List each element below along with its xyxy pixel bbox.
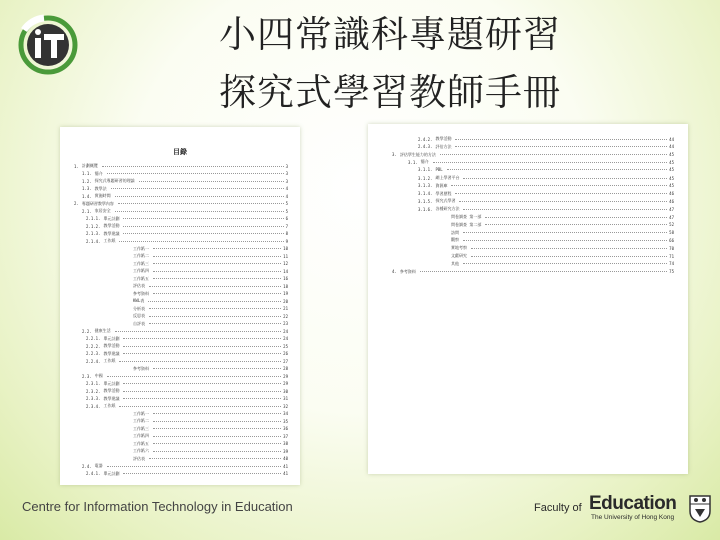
toc-leader-dots bbox=[153, 413, 281, 414]
toc-leader-dots bbox=[463, 232, 667, 233]
toc-entry-text: 分析表 bbox=[133, 305, 145, 311]
toc-row bbox=[82, 171, 288, 177]
toc-entry-text: 工作紙 bbox=[103, 358, 116, 363]
toc-entry-text: KWL表 bbox=[133, 298, 145, 303]
toc-page-number: 41 bbox=[283, 471, 288, 476]
toc-row bbox=[86, 388, 288, 394]
toc-row bbox=[74, 163, 288, 169]
toc-entry-text: PBL bbox=[435, 167, 443, 173]
toc-leader-dots bbox=[440, 154, 667, 155]
toc-row bbox=[130, 456, 288, 462]
toc-page-number: 4 bbox=[285, 193, 288, 199]
toc-entry-text: 評估表 bbox=[133, 455, 145, 461]
toc-row bbox=[418, 206, 674, 212]
toc-page-number: 74 bbox=[669, 261, 674, 267]
toc-entry-number: 2.3.2. bbox=[86, 388, 101, 394]
toc-entry-text: 各種研究方法 bbox=[435, 206, 460, 212]
toc-page-number: 12 bbox=[283, 261, 288, 266]
toc-row bbox=[408, 159, 674, 165]
toc-page-number: 31 bbox=[283, 396, 288, 401]
toc-row bbox=[130, 448, 288, 454]
toc-row bbox=[392, 269, 674, 275]
toc-row bbox=[130, 298, 288, 304]
toc-row bbox=[130, 411, 288, 417]
toc-entry-number: 2.1.4. bbox=[86, 238, 101, 244]
toc-leader-dots bbox=[148, 301, 281, 302]
toc-row bbox=[74, 201, 288, 207]
toc-row bbox=[86, 223, 288, 229]
toc-leader-dots bbox=[485, 217, 667, 218]
toc-entry-text: 評估方法 bbox=[435, 143, 452, 149]
toc-leader-dots bbox=[107, 173, 284, 174]
toc-page-number: 44 bbox=[669, 144, 674, 150]
toc-page-number: 25 bbox=[283, 343, 288, 349]
toc-row bbox=[130, 276, 288, 282]
toc-leader-dots bbox=[123, 226, 283, 227]
toc-entry-number: 2.4. bbox=[82, 463, 92, 469]
toc-entry-number: 2.4.3. bbox=[418, 144, 433, 150]
toc-entry-text: 工作紙六 bbox=[133, 448, 149, 453]
toc-leader-dots bbox=[107, 376, 282, 377]
toc-leader-dots bbox=[149, 308, 281, 309]
toc-row bbox=[130, 261, 288, 267]
toc-entry-text: 工作紙四 bbox=[133, 268, 149, 273]
toc-entry-number: 3.1.2. bbox=[418, 175, 433, 181]
toc-entry-number: 2.1.1. bbox=[86, 216, 101, 221]
toc-row bbox=[418, 198, 674, 204]
toc-entry-number: 2.3. bbox=[82, 373, 92, 379]
toc-entry-text: 計劃概覽 bbox=[81, 163, 98, 168]
toc-row bbox=[82, 373, 288, 379]
toc-page-number: 11 bbox=[283, 253, 288, 259]
toc-page-number: 47 bbox=[669, 214, 674, 220]
toc-leader-dots bbox=[471, 256, 667, 257]
toc-page-number: 6 bbox=[285, 216, 288, 221]
toc-leader-dots bbox=[119, 361, 281, 362]
toc-entry-text: 簡介 bbox=[94, 170, 103, 176]
toc-entry-number: 2.3.4. bbox=[86, 403, 101, 409]
toc-entry-text: 工作紙五 bbox=[133, 440, 149, 446]
toc-entry-text: 家居安全 bbox=[94, 208, 111, 213]
toc-entry-text: 探究式專題研習的理論 bbox=[94, 178, 135, 183]
education-text: Education bbox=[589, 493, 677, 514]
toc-leader-dots bbox=[433, 162, 668, 163]
toc-leader-dots bbox=[123, 338, 281, 339]
toc-leader-dots bbox=[459, 201, 667, 202]
toc-entry-text: 觀察 bbox=[451, 237, 459, 243]
toc-row bbox=[448, 245, 674, 251]
toc-entry-number: 1.3. bbox=[82, 186, 92, 191]
toc-leader-dots bbox=[463, 263, 667, 264]
toc-row bbox=[86, 358, 288, 364]
toc-row bbox=[86, 216, 288, 222]
toc-page-number: 28 bbox=[283, 366, 288, 371]
toc-entry-number: 2.1. bbox=[82, 208, 92, 214]
toc-entry-text: 專題研習教學內容 bbox=[81, 200, 114, 206]
toc-row bbox=[86, 351, 288, 357]
toc-page-number: 32 bbox=[283, 403, 288, 409]
toc-row bbox=[448, 214, 674, 220]
toc-page-number: 30 bbox=[283, 388, 288, 394]
toc-page-right bbox=[368, 124, 688, 474]
toc-leader-dots bbox=[153, 278, 281, 279]
toc-entry-number: 2.4.1. bbox=[86, 471, 101, 476]
toc-entry-text: 工作紙一 bbox=[133, 410, 149, 416]
toc-row bbox=[418, 167, 674, 172]
toc-entry-number: 1.4. bbox=[82, 193, 92, 199]
toc-page-number: 44 bbox=[669, 136, 674, 142]
toc-leader-dots bbox=[149, 286, 281, 287]
toc-page-number: 18 bbox=[283, 283, 288, 289]
toc-row bbox=[82, 193, 288, 199]
toc-leader-dots bbox=[455, 139, 667, 140]
toc-entry-number: 2.2. bbox=[82, 328, 92, 334]
toc-page-number: 45 bbox=[669, 183, 674, 189]
toc-leader-dots bbox=[119, 406, 281, 407]
toc-entry-text: 單元計劃 bbox=[103, 215, 120, 221]
toc-leader-dots bbox=[447, 169, 667, 170]
toc-row bbox=[86, 343, 288, 349]
toc-page-number: 29 bbox=[283, 373, 288, 379]
toc-entry-text: 工作紙二 bbox=[133, 253, 149, 258]
toc-row bbox=[82, 178, 288, 184]
toc-row bbox=[86, 403, 288, 409]
title-line-1: 小四常識科專題研習 bbox=[219, 13, 561, 56]
toc-row bbox=[86, 238, 288, 244]
toc-leader-dots bbox=[451, 185, 667, 186]
toc-page-number: 46 bbox=[669, 198, 674, 204]
toc-entry-number: 2.2.1. bbox=[86, 336, 101, 341]
toc-leader-dots bbox=[111, 188, 284, 189]
toc-entry-number: 2.2.3. bbox=[86, 351, 101, 356]
toc-row bbox=[448, 253, 674, 259]
toc-row bbox=[86, 336, 288, 342]
toc-leader-dots bbox=[149, 458, 281, 459]
toc-leader-dots bbox=[149, 316, 281, 317]
toc-row bbox=[130, 418, 288, 424]
toc-leader-dots bbox=[153, 428, 281, 429]
toc-leader-dots bbox=[153, 421, 281, 422]
toc-leader-dots bbox=[139, 181, 284, 182]
toc-entry-text: 評估學生能力的方法 bbox=[399, 151, 436, 157]
toc-row bbox=[130, 268, 288, 274]
toc-leader-dots bbox=[123, 233, 283, 234]
toc-row bbox=[418, 175, 674, 181]
toc-heading: 目錄 bbox=[173, 148, 187, 156]
toc-leader-dots bbox=[115, 331, 282, 332]
toc-leader-dots bbox=[102, 166, 284, 167]
toc-page-number: 3 bbox=[285, 178, 288, 184]
toc-row bbox=[418, 191, 674, 197]
toc-entry-text: 問卷調查 第二部 bbox=[451, 221, 482, 227]
toc-entry-number: 2.2.4. bbox=[86, 358, 101, 364]
toc-page-number: 19 bbox=[283, 291, 288, 296]
toc-entry-text: 反思表 bbox=[133, 313, 145, 318]
toc-leader-dots bbox=[123, 398, 281, 399]
toc-entry-number: 2.1.3. bbox=[86, 231, 101, 236]
university-text: The University of Hong Kong bbox=[591, 514, 675, 521]
toc-page-number: 71 bbox=[669, 253, 674, 259]
toc-entry-text: 其他 bbox=[451, 260, 459, 266]
toc-leader-dots bbox=[463, 240, 667, 241]
toc-entry-text: 訪問 bbox=[451, 229, 459, 235]
toc-leader-dots bbox=[153, 256, 281, 257]
toc-entry-text: 參考資料 bbox=[133, 290, 149, 296]
toc-leader-dots bbox=[123, 383, 281, 384]
toc-entry-text: 文獻研究 bbox=[451, 253, 467, 258]
toc-leader-dots bbox=[115, 196, 284, 197]
toc-row bbox=[130, 246, 288, 252]
toc-entry-text: 學習歷程 bbox=[435, 190, 452, 196]
toc-entry-text: 工作紙四 bbox=[133, 433, 149, 438]
toc-row bbox=[130, 433, 288, 439]
toc-leader-dots bbox=[455, 146, 667, 147]
toc-entry-text: 教學活動 bbox=[103, 343, 120, 348]
toc-entry-text: 教學建議 bbox=[103, 230, 120, 236]
toc-entry-number: 2.4.2. bbox=[418, 136, 433, 142]
toc-page-number: 36 bbox=[283, 426, 288, 431]
toc-entry-text: 參考資料 bbox=[133, 365, 149, 371]
toc-leader-dots bbox=[420, 271, 667, 272]
toc-row bbox=[86, 381, 288, 387]
toc-entry-text: 工作紙一 bbox=[133, 245, 149, 251]
title-line-2: 探究式學習教師手冊 bbox=[219, 71, 561, 114]
toc-leader-dots bbox=[153, 436, 281, 437]
toc-entry-number: 2.2.2. bbox=[86, 343, 101, 349]
toc-leader-dots bbox=[153, 271, 281, 272]
toc-page-number: 10 bbox=[283, 246, 288, 251]
toc-page-number: 5 bbox=[285, 208, 288, 214]
toc-entry-text: 自評表 bbox=[133, 320, 145, 326]
toc-row bbox=[448, 237, 674, 243]
toc-page-number: 27 bbox=[283, 358, 288, 364]
toc-page-number: 3 bbox=[285, 163, 288, 169]
toc-page-number: 16 bbox=[283, 276, 288, 281]
toc-page-number: 20 bbox=[283, 298, 288, 304]
toc-leader-dots bbox=[153, 443, 281, 444]
toc-entry-number: 1.1. bbox=[82, 171, 92, 176]
toc-entry-text: 評估表 bbox=[133, 283, 145, 288]
toc-leader-dots bbox=[107, 466, 282, 467]
toc-row bbox=[418, 144, 674, 150]
toc-page-number: 45 bbox=[669, 175, 674, 181]
toc-entry-text: 簡介 bbox=[420, 159, 429, 165]
toc-entry-text: 工作紙三 bbox=[133, 425, 149, 431]
toc-entry-text: 工作紙二 bbox=[133, 418, 149, 423]
toc-row bbox=[418, 136, 674, 142]
toc-leader-dots bbox=[463, 178, 667, 179]
toc-row bbox=[82, 208, 288, 214]
toc-entry-text: 工作紙 bbox=[103, 238, 116, 243]
toc-row bbox=[130, 366, 288, 372]
toc-page-number: 46 bbox=[669, 191, 674, 197]
toc-entry-text: 探究式學習 bbox=[435, 198, 456, 204]
toc-leader-dots bbox=[455, 193, 667, 194]
toc-entry-number: 2.3.3. bbox=[86, 396, 101, 401]
toc-page-left bbox=[60, 127, 300, 485]
toc-page-number: 24 bbox=[283, 328, 288, 334]
toc-row bbox=[86, 471, 288, 477]
toc-page-number: 70 bbox=[669, 245, 674, 251]
toc-leader-dots bbox=[153, 451, 281, 452]
toc-row bbox=[448, 230, 674, 236]
toc-entry-text: 教學活動 bbox=[103, 388, 120, 393]
toc-entry-number: 2.1.2. bbox=[86, 223, 101, 229]
toc-row bbox=[86, 231, 288, 237]
toc-leader-dots bbox=[115, 211, 284, 212]
toc-page-number: 8 bbox=[285, 231, 288, 236]
toc-entry-text: 教學法 bbox=[94, 185, 107, 191]
toc-page-number: 7 bbox=[285, 223, 288, 229]
toc-page-number: 75 bbox=[669, 269, 674, 275]
toc-page-number: 14 bbox=[283, 268, 288, 274]
toc-leader-dots bbox=[123, 346, 281, 347]
toc-page-number: 37 bbox=[283, 433, 288, 439]
toc-row bbox=[82, 328, 288, 334]
toc-entry-text: 電器 bbox=[94, 463, 103, 468]
faculty-of-text: Faculty of bbox=[534, 502, 582, 514]
toc-entry-text: 單元計劃 bbox=[103, 380, 120, 386]
toc-row bbox=[448, 261, 674, 267]
toc-entry-number: 2. bbox=[74, 201, 79, 206]
toc-page-number: 9 bbox=[285, 238, 288, 244]
toc-entry-text: 參考資料 bbox=[399, 268, 416, 274]
toc-leader-dots bbox=[153, 293, 281, 294]
toc-page-number: 4 bbox=[285, 186, 288, 191]
toc-leader-dots bbox=[123, 473, 281, 474]
toc-entry-number: 3.1. bbox=[408, 159, 418, 165]
toc-entry-number: 3.1.6. bbox=[418, 206, 433, 212]
toc-entry-text: 單元計劃 bbox=[103, 470, 120, 476]
toc-leader-dots bbox=[153, 368, 281, 369]
toc-page-number: 47 bbox=[669, 206, 674, 212]
toc-entry-text: 工作紙五 bbox=[133, 275, 149, 281]
toc-page-number: 45 bbox=[669, 167, 674, 173]
toc-page-number: 24 bbox=[283, 336, 288, 341]
toc-leader-dots bbox=[119, 241, 283, 242]
toc-row bbox=[130, 306, 288, 312]
toc-leader-dots bbox=[123, 391, 281, 392]
toc-entry-text: 中國 bbox=[94, 373, 103, 378]
toc-page-number: 23 bbox=[283, 321, 288, 326]
toc-page-number: 39 bbox=[283, 448, 288, 454]
toc-entry-number: 3. bbox=[392, 152, 397, 158]
toc-page-number: 22 bbox=[283, 313, 288, 319]
toc-page-number: 45 bbox=[669, 152, 674, 158]
toc-row bbox=[82, 186, 288, 192]
toc-entry-number: 2.3.1. bbox=[86, 381, 101, 386]
toc-entry-text: 工作紙 bbox=[103, 403, 116, 408]
centre-name: Centre for Information Technology in Education bbox=[22, 499, 293, 514]
toc-leader-dots bbox=[471, 248, 667, 249]
toc-entry-number: 3.1.5. bbox=[418, 198, 433, 204]
toc-page-number: 35 bbox=[283, 418, 288, 424]
toc-entry-text: 教學建議 bbox=[103, 350, 120, 356]
toc-row bbox=[392, 152, 674, 158]
toc-entry-number: 1. bbox=[74, 163, 79, 169]
toc-row bbox=[130, 313, 288, 319]
toc-entry-text: 工作紙三 bbox=[133, 260, 149, 266]
toc-page-number: 52 bbox=[669, 222, 674, 228]
toc-leader-dots bbox=[118, 203, 284, 204]
toc-entry-text: 實地考察 bbox=[451, 245, 467, 251]
toc-entry-text: 問卷調查 第一部 bbox=[451, 214, 482, 219]
toc-entry-number: 3.1.1. bbox=[418, 167, 433, 173]
toc-page-number: 34 bbox=[283, 411, 288, 416]
cite-logo bbox=[14, 10, 84, 76]
faculty-logo bbox=[534, 493, 714, 526]
toc-entry-text: 網上學習平台 bbox=[435, 175, 460, 180]
toc-leader-dots bbox=[463, 209, 667, 210]
toc-page-number: 21 bbox=[283, 306, 288, 311]
toc-entry-number: 3.1.3. bbox=[418, 183, 433, 189]
toc-row bbox=[448, 222, 674, 228]
toc-page-number: 58 bbox=[669, 230, 674, 236]
toc-row bbox=[130, 283, 288, 289]
toc-leader-dots bbox=[149, 323, 281, 324]
toc-page-number: 3 bbox=[285, 171, 288, 176]
toc-leader-dots bbox=[123, 218, 283, 219]
toc-entry-text: 教學建議 bbox=[103, 395, 120, 401]
toc-page-number: 26 bbox=[283, 351, 288, 356]
toc-entry-text: 資源庫 bbox=[435, 182, 448, 188]
toc-page-number: 40 bbox=[283, 456, 288, 461]
toc-leader-dots bbox=[485, 224, 667, 225]
toc-entry-number: 3.1.4. bbox=[418, 191, 433, 197]
toc-page-number: 66 bbox=[669, 237, 674, 243]
toc-row bbox=[130, 426, 288, 432]
toc-page-number: 41 bbox=[283, 463, 288, 469]
toc-row bbox=[418, 183, 674, 189]
hku-crest-icon bbox=[689, 495, 711, 523]
toc-leader-dots bbox=[123, 353, 281, 354]
toc-entry-number: 4. bbox=[392, 269, 397, 275]
toc-row bbox=[130, 253, 288, 259]
toc-entry-text: 健康生活 bbox=[94, 328, 111, 333]
toc-leader-dots bbox=[153, 263, 281, 264]
toc-entry-text: 教學活動 bbox=[435, 136, 452, 141]
toc-row bbox=[82, 463, 288, 469]
toc-page-number: 45 bbox=[669, 159, 674, 165]
toc-page-number: 29 bbox=[283, 381, 288, 386]
toc-row bbox=[130, 321, 288, 327]
toc-page-number: 38 bbox=[283, 441, 288, 446]
toc-leader-dots bbox=[153, 248, 281, 249]
toc-entry-text: 單元計劃 bbox=[103, 335, 120, 341]
toc-entry-text: 實施時間 bbox=[94, 193, 111, 198]
toc-row bbox=[86, 396, 288, 402]
toc-entry-number: 1.2. bbox=[82, 178, 92, 184]
toc-page-number: 5 bbox=[285, 201, 288, 206]
toc-row bbox=[130, 441, 288, 447]
toc-entry-text: 教學活動 bbox=[103, 223, 120, 228]
toc-row bbox=[130, 291, 288, 297]
